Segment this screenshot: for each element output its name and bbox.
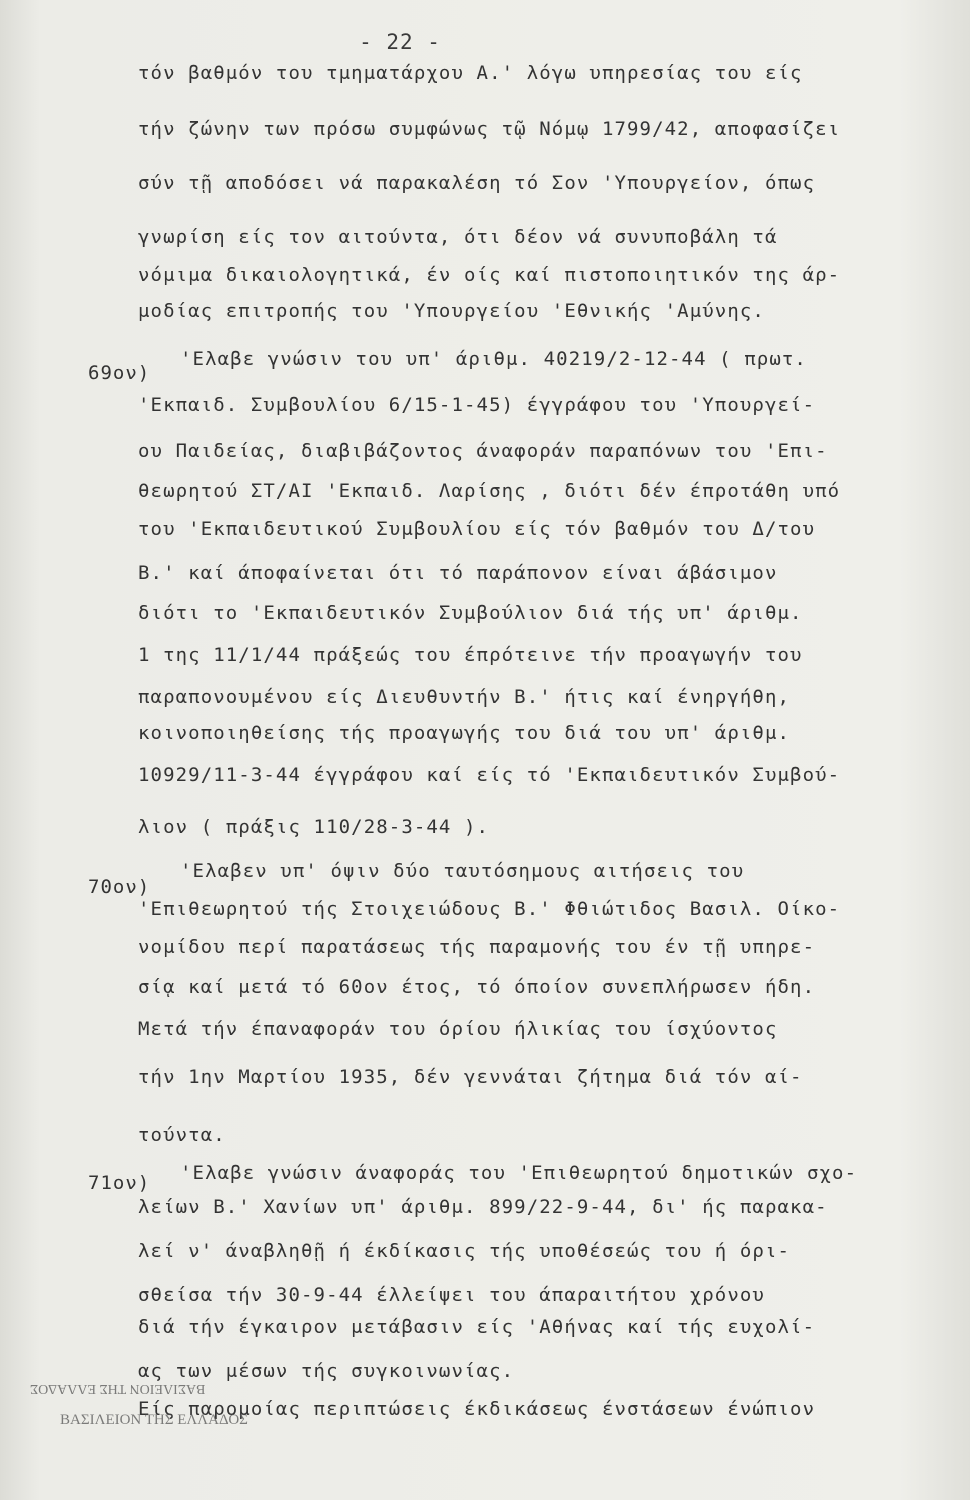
text-line: λείων Β.' Χανίων υπ' άριθμ. 899/22-9-44, δι' ής παρακα- (138, 1196, 828, 1218)
text-line: 'Ελαβε γνώσιν άναφοράς του 'Επιθεωρητού δημοτικών σχο- (180, 1162, 858, 1184)
paragraph-number: 70ον) (88, 876, 151, 898)
text-line: διά τήν έγκαιρον μετάβασιν είς 'Αθήνας καί τής ευχολί- (138, 1316, 816, 1338)
text-line: Μετά τήν έπαναφοράν του όρίου ήλικίας του ίσχύοντος (138, 1018, 778, 1040)
archive-stamp: ΒΑΣΙΛΕΙΟΝ ΤΗΣ ΕΛΛΑΔΟΣ (60, 1412, 248, 1428)
page-number: - 22 - (359, 30, 441, 54)
text-line: 10929/11-3-44 έγγράφου καί είς τό 'Εκπαιδευτικόν Συμβού- (138, 764, 841, 786)
text-line: 1 της 11/1/44 πράξεώς του έπρότεινε τήν προαγωγήν του (138, 644, 803, 666)
text-line: τήν 1ην Μαρτίου 1935, δέν γεννάται ζήτημα διά τόν αί- (138, 1066, 803, 1088)
text-line: διότι το 'Εκπαιδευτικόν Συμβούλιον διά τής υπ' άριθμ. (138, 602, 803, 624)
text-line: νόμιμα δικαιολογητικά, έν οίς καί πιστοποιητικόν της άρ- (138, 264, 841, 286)
archive-stamp-mirrored: ΒΑΣΙΛΕΙΟΝ ΤΗΣ ΕΛΛΑΔΟΣ (30, 1381, 206, 1396)
text-line: τόν βαθμόν του τμηματάρχου Α.' λόγω υπηρεσίας του είς (138, 62, 803, 84)
text-line: κοινοποιηθείσης τής προαγωγής του διά του υπ' άριθμ. (138, 722, 791, 744)
text-line: 'Ελαβεν υπ' όψιν δύο ταυτόσημους αιτήσεις του (180, 860, 745, 882)
text-line: νομίδου περί παρατάσεως τής παραμονής του έν τῇ υπηρε- (138, 936, 816, 958)
text-line: λιον ( πράξις 110/28-3-44 ). (138, 816, 490, 838)
text-line: Β.' καί άποφαίνεται ότι τό παράπονον είναι άβάσιμον (138, 562, 778, 584)
text-line: παραπονουμένου είς Διευθυντήν Β.' ήτις καί ένηργήθη, (138, 686, 791, 708)
text-line: ας των μέσων τής συγκοινωνίας. (138, 1360, 515, 1382)
text-line: του 'Εκπαιδευτικού Συμβουλίου είς τόν βαθμόν του Δ/του (138, 518, 816, 540)
text-line: Είς παρομοίας περιπτώσεις έκδικάσεως ένστάσεων ένώπιον (138, 1398, 816, 1420)
text-line: γνωρίση είς τον αιτούντα, ότι δέον νά συνυποβάλη τά (138, 226, 778, 248)
text-line: σθείσα τήν 30-9-44 έλλείψει του άπαραιτήτου χρόνου (138, 1284, 765, 1306)
text-line: σύν τῇ αποδόσει νά παρακαλέση τό Σον 'Υπουργείον, όπως (138, 172, 816, 194)
text-line: λεί ν' άναβληθῇ ή έκδίκασις τής υποθέσεώς του ή όρι- (138, 1240, 791, 1262)
text-line: μοδίας επιτροπής του 'Υπουργείου 'Εθνικής 'Αμύνης. (138, 300, 765, 322)
text-line: 'Επιθεωρητού τής Στοιχειώδους Β.' Φθιώτιδος Βασιλ. Οίκο- (138, 898, 841, 920)
text-line: τήν ζώνην των πρόσω συμφώνως τῷ Νόμῳ 1799/42, αποφασίζει (138, 118, 841, 140)
text-line: θεωρητού ΣΤ/ΑΙ 'Εκπαιδ. Λαρίσης , διότι δέν έπροτάθη υπό (138, 480, 841, 502)
text-line: τούντα. (138, 1124, 226, 1146)
text-line: ου Παιδείας, διαβιβάζοντος άναφοράν παραπόνων του 'Επι- (138, 440, 828, 462)
text-line: 'Εκπαιδ. Συμβουλίου 6/15-1-45) έγγράφου του 'Υπουργεί- (138, 394, 816, 416)
text-line: 'Ελαβε γνώσιν του υπ' άριθμ. 40219/2-12-44 ( πρωτ. (180, 348, 807, 370)
paragraph-number: 71ον) (88, 1172, 151, 1194)
text-line: σίᾳ καί μετά τό 60ον έτος, τό όποίον συνεπλήρωσεν ήδη. (138, 976, 816, 998)
paragraph-number: 69ον) (88, 362, 151, 384)
